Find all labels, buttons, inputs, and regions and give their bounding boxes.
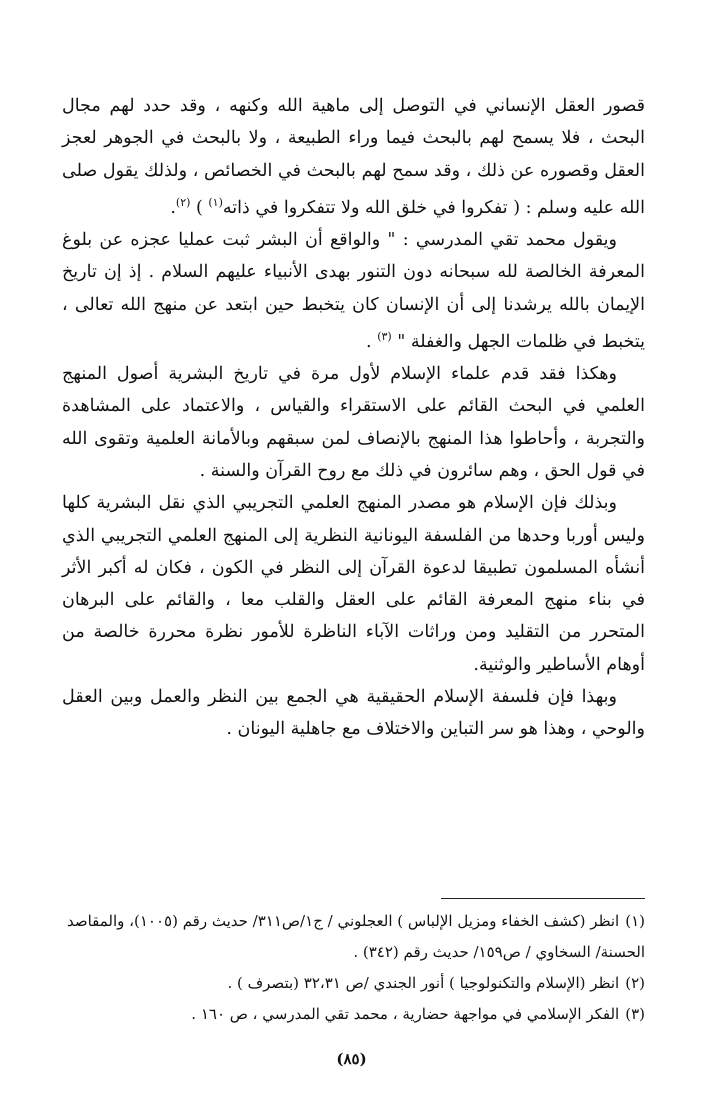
paragraph-2-tail: . <box>366 331 378 352</box>
footnote-number: (٢) <box>625 974 645 992</box>
page-number: (٨٥) <box>336 1050 367 1068</box>
footnote-ref-2: (٢) <box>175 195 191 209</box>
paragraph-1-text: قصور العقل الإنساني في التوصل إلى ماهية الله وكنهه ، وقد حدد لهم مجال البحث ، فلا يسمح لهم بالبحث فيما وراء الطبيعة ، ولا بالبحث في الجوهر لعجز العقل وقصوره عن ذلك ، وقد سمح لهم بالبحث في الخصائص ، ولذلك يقول صلى الله عليه وسلم : ( تفكروا في خلق الله ولا تتفكروا في ذاته <box>62 96 645 218</box>
footnote-number: (٣) <box>625 1005 645 1023</box>
paragraph-1 <box>62 90 645 224</box>
paragraph-4: وبذلك فإن الإسلام هو مصدر المنهج العلمي التجريبي الذي نقل البشرية كلها وليس أوربا وحدها من الفلسفة اليونانية النظرية إلى المنهج العلمي التجريبي الذي أنشأه المسلمون تطبيقا لدعوة القرآن إلى النظر في الكون ، فكان له أكبر الأثر في بناء منهج المعرفة القائم على العقل والقلب معا ، والقائم على البرهان المتحرر من التقليد ومن وراثات الآباء الناظرة للأمور نظرة محررة خالصة من أوهام الأساطير والوثنية. <box>62 493 645 675</box>
footnote-ref-1: (١) <box>208 195 223 209</box>
footnotes <box>56 906 645 1030</box>
body-text <box>62 90 645 746</box>
footnote-divider <box>441 898 645 899</box>
footnote-2 <box>56 968 645 999</box>
paragraph-2 <box>62 224 645 358</box>
footnote-text: الفكر الإسلامي في مواجهة حضارية ، محمد تقي المدرسي ، ص ١٦٠ . <box>191 1005 620 1023</box>
paragraph-2-text: ويقول محمد تقي المدرسي : " والواقع أن البشر ثبت عمليا عجزه عن بلوغ المعرفة الخالصة لله سبحانه دون التنور بهدى الأنبياء عليهم السلام . إذ إن تاريخ الإيمان بالله يرشدنا إلى أن الإنسان كان يتخبط حين ابتعد عن منهج الله تعالى ، يتخبط في ظلمات الجهل والغفلة " <box>62 230 645 352</box>
paragraph-1-tail: . <box>170 197 176 218</box>
footnote-3 <box>56 999 645 1030</box>
paragraph-5: وبهذا فإن فلسفة الإسلام الحقيقية هي الجمع بين النظر والعمل وبين العقل والوحي ، وهذا هو سر التباين والاختلاف مع جاهلية اليونان . <box>62 687 645 740</box>
footnote-text: انظر (كشف الخفاء ومزيل الإلباس ) العجلوني / ج١/ص٣١١/ حديث رقم (١٠٠٥)، والمقاصد الحسنة/ السخاوي / ص١٥٩/ حديث رقم (٣٤٢) . <box>66 912 645 961</box>
footnote-number: (١) <box>625 912 645 930</box>
paragraph-1-close: ) <box>190 197 209 218</box>
footnote-ref-3: (٣) <box>377 329 392 343</box>
footnote-1 <box>56 906 645 968</box>
paragraph-3: وهكذا فقد قدم علماء الإسلام لأول مرة في تاريخ البشرية أصول المنهج العلمي في البحث القائم على الاستقراء والقياس ، والاعتماد على المشاهدة والتجربة ، وأحاطوا هذا المنهج بالإنصاف لمن سبقهم وبالأمانة العلمية وتقوى الله في قول الحق ، وهم سائرون في ذلك مع روح القرآن والسنة . <box>62 364 645 481</box>
footnote-text: انظر (الإسلام والتكنولوجيا ) أنور الجندي /ص ٣٢،٣١ (بتصرف ) . <box>227 974 620 992</box>
